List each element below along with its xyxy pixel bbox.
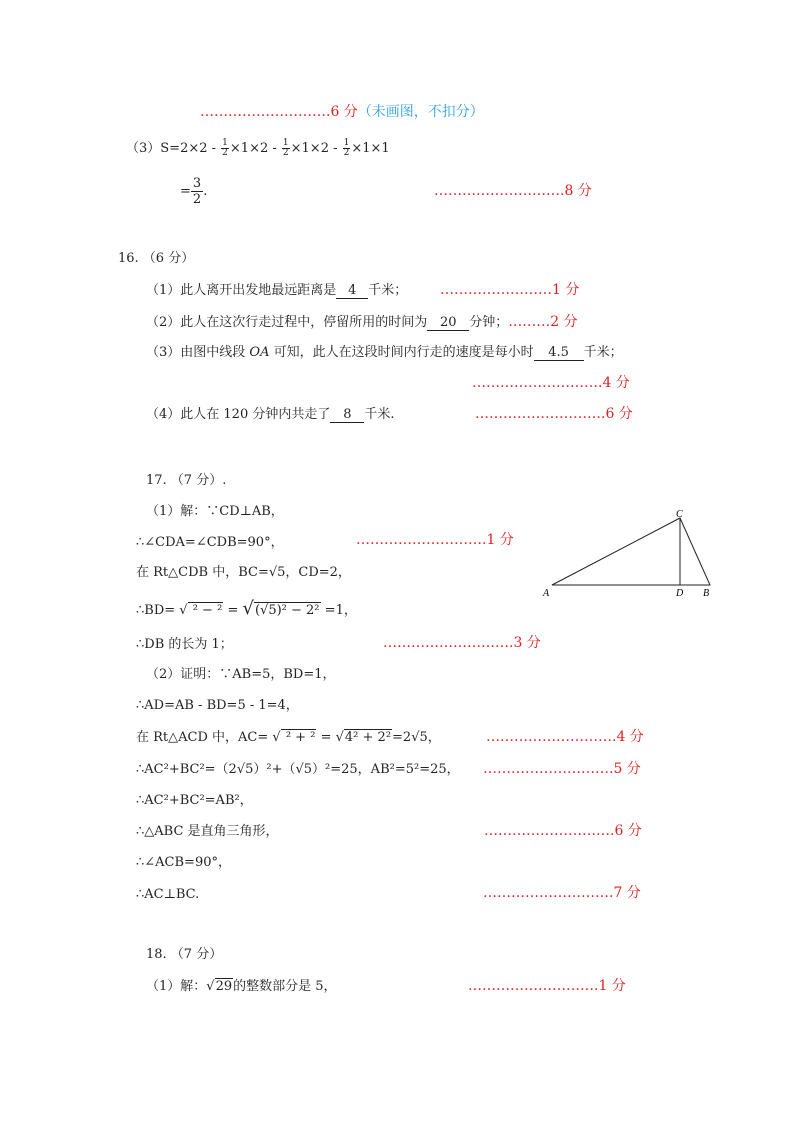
text-fragment: 2 — [222, 148, 228, 158]
q16-score-1: ……………………1 分 — [440, 282, 580, 298]
q17-score-1: ……………………….1 分 — [356, 532, 514, 548]
label-b: B — [703, 588, 710, 599]
answer-blank: 4.5 — [534, 345, 584, 361]
sqrt-expression — [272, 729, 316, 747]
text-fragment: （4）此人在 120 分钟内共走了 — [146, 407, 331, 422]
sqrt-expression — [336, 729, 392, 747]
q17-step2: ∴∠CDA=∠CDB=90°， — [136, 535, 284, 550]
q15-result — [180, 176, 207, 207]
q17-step9: ∴AC²+BC²=（2√5）²+（√5）²=25，AB²=5²=25， — [136, 762, 460, 777]
answer-blank: 20 — [427, 315, 469, 331]
text-fragment: 29 — [215, 979, 233, 994]
formula-start: （3）S=2×2 - — [126, 141, 217, 156]
q16-line2 — [146, 313, 578, 332]
answer-blank: 4 — [336, 283, 368, 299]
text-fragment: = — [320, 730, 332, 745]
text-fragment: 可知，此人在这段时间内行走的速度是每小时 — [273, 345, 534, 360]
q17-header: 17. （7 分）. — [146, 473, 227, 488]
q16-line1 — [146, 282, 407, 300]
text-fragment: ² + ² — [281, 730, 316, 745]
equals-sign: = — [180, 184, 191, 199]
text-fragment: OA — [249, 345, 270, 360]
q17-step4 — [136, 600, 357, 620]
text-fragment: （1）解： — [146, 979, 207, 994]
q17-step11: ∴△ABC 是直角三角形， — [136, 824, 279, 839]
label-c: C — [676, 509, 683, 520]
fraction-half — [221, 139, 229, 158]
period: . — [203, 184, 208, 199]
answer-blank: 8 — [330, 407, 364, 423]
q17-score-6: ……………………….6 分 — [484, 823, 642, 839]
text-fragment: 3 — [192, 176, 202, 191]
q15-score-6 — [200, 103, 484, 121]
triangle-abc — [552, 518, 710, 585]
text-fragment: 1 — [222, 138, 228, 148]
formula-term: ×1×2 - — [290, 141, 338, 156]
sqrt-29 — [206, 978, 233, 996]
formula-term: ×1×1 — [351, 141, 390, 156]
q16-score-4: ……………………….4 分 — [472, 375, 630, 391]
q15-score-8: ……………………….8 分 — [434, 183, 592, 199]
text-fragment: 1 — [343, 138, 350, 148]
fraction-half — [343, 139, 351, 158]
q15-part3-formula — [126, 139, 390, 158]
text-fragment: 4² + 2² — [344, 730, 392, 745]
q17-step7: ∴AD=AB - BD=5 - 1=4， — [136, 698, 299, 713]
text-fragment: =1， — [324, 603, 357, 618]
text-fragment: = — [227, 603, 239, 618]
text-fragment: 的整数部分是 5， — [233, 979, 337, 994]
q17-score-7: ……………………….7 分 — [483, 885, 641, 901]
text-fragment: √ — [335, 730, 344, 745]
q17-step13: ∴AC⊥BC. — [136, 887, 200, 902]
q17-step1: （1）解：∵CD⊥AB， — [146, 504, 284, 519]
q16-header: 16. （6 分） — [118, 251, 195, 266]
triangle-figure — [540, 508, 720, 600]
q17-step6: （2）证明：∵AB=5，BD=1， — [146, 667, 336, 682]
label-a: A — [543, 588, 550, 599]
text-fragment: ² − ² — [188, 603, 223, 618]
q17-score-3: ……………………….3 分 — [383, 635, 541, 651]
text-fragment: =2√5， — [392, 730, 441, 745]
text-fragment: （3）由图中线段 — [146, 345, 246, 360]
q17-step5: ∴DB 的长为 1； — [136, 637, 233, 652]
text-fragment: 千米； — [583, 345, 623, 360]
q16-line3 — [146, 344, 623, 362]
text-fragment: √ — [206, 979, 215, 994]
text-fragment: 2 — [192, 192, 202, 207]
text-fragment: 千米； — [368, 283, 408, 298]
text-fragment: √ — [242, 598, 254, 619]
text-fragment: 在 Rt△ACD 中，AC= — [136, 730, 269, 745]
q17-step3: 在 Rt△CDB 中，BC=√5，CD=2， — [136, 565, 351, 580]
note-text: （未画图，不扣分） — [357, 104, 484, 120]
text-fragment: 千米. — [364, 407, 395, 422]
text-fragment: 2 — [343, 148, 350, 158]
label-d: D — [676, 588, 684, 599]
q17-score-5: ……………………….5 分 — [483, 761, 641, 777]
text-fragment: （2）此人在这次行走过程中，停留所用的时间为 — [146, 315, 428, 330]
formula-term: ×1×2 - — [229, 141, 277, 156]
sqrt-expression — [179, 602, 223, 620]
q18-header: 18. （7 分） — [146, 947, 223, 962]
text-fragment: √ — [179, 603, 188, 618]
text-fragment: (√5)² − 2² — [254, 603, 320, 618]
q17-score-4: ……………………….4 分 — [486, 729, 644, 745]
text-fragment: 1 — [282, 138, 289, 148]
q18-score-1: ……………………….1 分 — [468, 978, 626, 994]
fraction-half — [282, 139, 290, 158]
sqrt-expression — [242, 600, 320, 620]
q16-score-6: ……………………….6 分 — [475, 406, 633, 422]
text-fragment: √ — [272, 730, 281, 745]
score-text: ……………………….6 分 — [200, 104, 358, 120]
q17-step8 — [136, 729, 441, 747]
text-fragment: 分钟； — [469, 315, 509, 330]
q18-step1 — [146, 978, 337, 996]
q16-line4 — [146, 406, 395, 424]
q17-step12: ∴∠ACB=90°， — [136, 855, 231, 870]
score-text: ………2 分 — [508, 314, 578, 330]
text-fragment: 2 — [282, 148, 289, 158]
text-fragment: ∴BD= — [136, 603, 176, 618]
text-fragment: （1）此人离开出发地最远距离是 — [146, 283, 337, 298]
q17-step10: ∴AC²+BC²=AB²， — [136, 793, 253, 808]
fraction-three-halves — [191, 176, 203, 207]
